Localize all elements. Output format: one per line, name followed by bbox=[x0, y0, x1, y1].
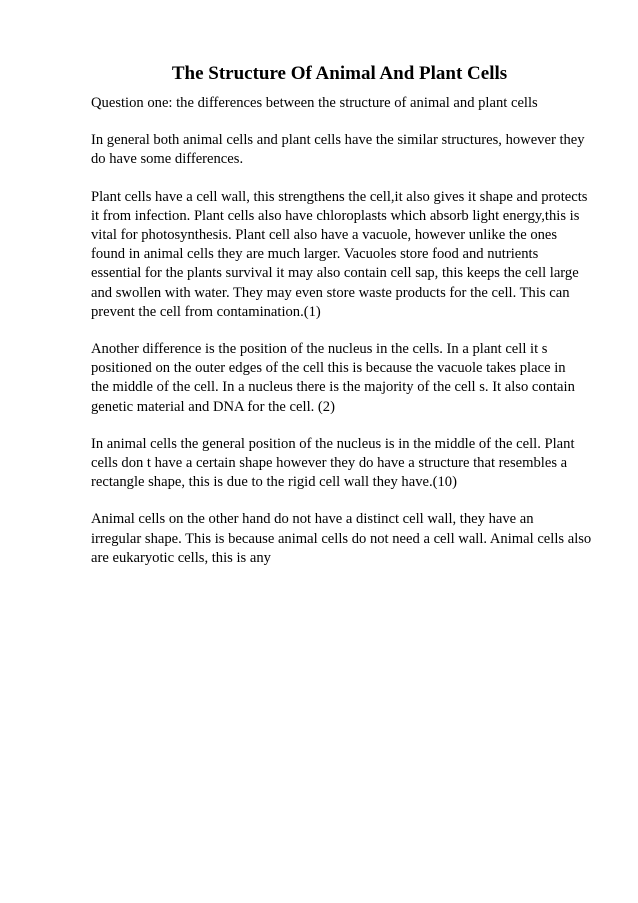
text-line: essential for the plants survival it may also contain cell sap, this keeps the cell large bbox=[91, 265, 579, 282]
document-page bbox=[91, 62, 596, 586]
text-line: In general both animal cells and plant cells have the similar structures, however they bbox=[91, 132, 585, 149]
text-line: Another difference is the position of the nucleus in the cells. In a plant cell it s bbox=[91, 341, 548, 358]
text-line: Question one: the differences between the structure of animal and plant cells bbox=[91, 95, 538, 111]
paragraph-intro bbox=[91, 131, 596, 169]
text-line: are eukaryotic cells, this is any bbox=[91, 549, 271, 566]
paragraph-animal-cells bbox=[91, 510, 596, 568]
text-line: In animal cells the general position of the nucleus is in the middle of the cell. Plant bbox=[91, 435, 575, 452]
text-line: genetic material and DNA for the cell. (2) bbox=[91, 398, 335, 415]
text-line: prevent the cell from contamination.(1) bbox=[91, 303, 321, 320]
text-line: irregular shape. This is because animal cells do not need a cell wall. Animal cells also bbox=[91, 530, 592, 547]
text-line: it from infection. Plant cells also have chloroplasts which absorb light energy,this is bbox=[91, 207, 580, 224]
text-line: the middle of the cell. In a nucleus there is the majority of the cell s. It also contain bbox=[91, 379, 575, 396]
paragraph-question bbox=[91, 94, 596, 113]
text-line: vital for photosynthesis. Plant cell also have a vacuole, however unlike the ones bbox=[91, 227, 558, 244]
paragraph-animal-nucleus bbox=[91, 435, 596, 493]
text-line: positioned on the outer edges of the cell this is because the vacuole takes place in bbox=[91, 360, 566, 377]
text-line: Plant cells have a cell wall, this strengthens the cell,it also gives it shape and protects bbox=[91, 188, 588, 205]
text-line: found in animal cells they are much larger. Vacuoles store food and nutrients bbox=[91, 246, 539, 263]
text-line: cells don t have a certain shape however they do have a structure that resembles a bbox=[91, 455, 568, 472]
paragraph-plant-cells bbox=[91, 188, 596, 322]
text-line: rectangle shape, this is due to the rigid cell wall they have.(10) bbox=[91, 474, 457, 491]
text-line: do have some differences. bbox=[91, 151, 244, 168]
paragraph-nucleus-position bbox=[91, 340, 596, 417]
document-title: The Structure Of Animal And Plant Cells bbox=[171, 63, 508, 84]
text-line: and swollen with water. They may even store waste products for the cell. This can bbox=[91, 284, 570, 301]
text-line: Animal cells on the other hand do not have a distinct cell wall, they have an bbox=[91, 511, 534, 528]
